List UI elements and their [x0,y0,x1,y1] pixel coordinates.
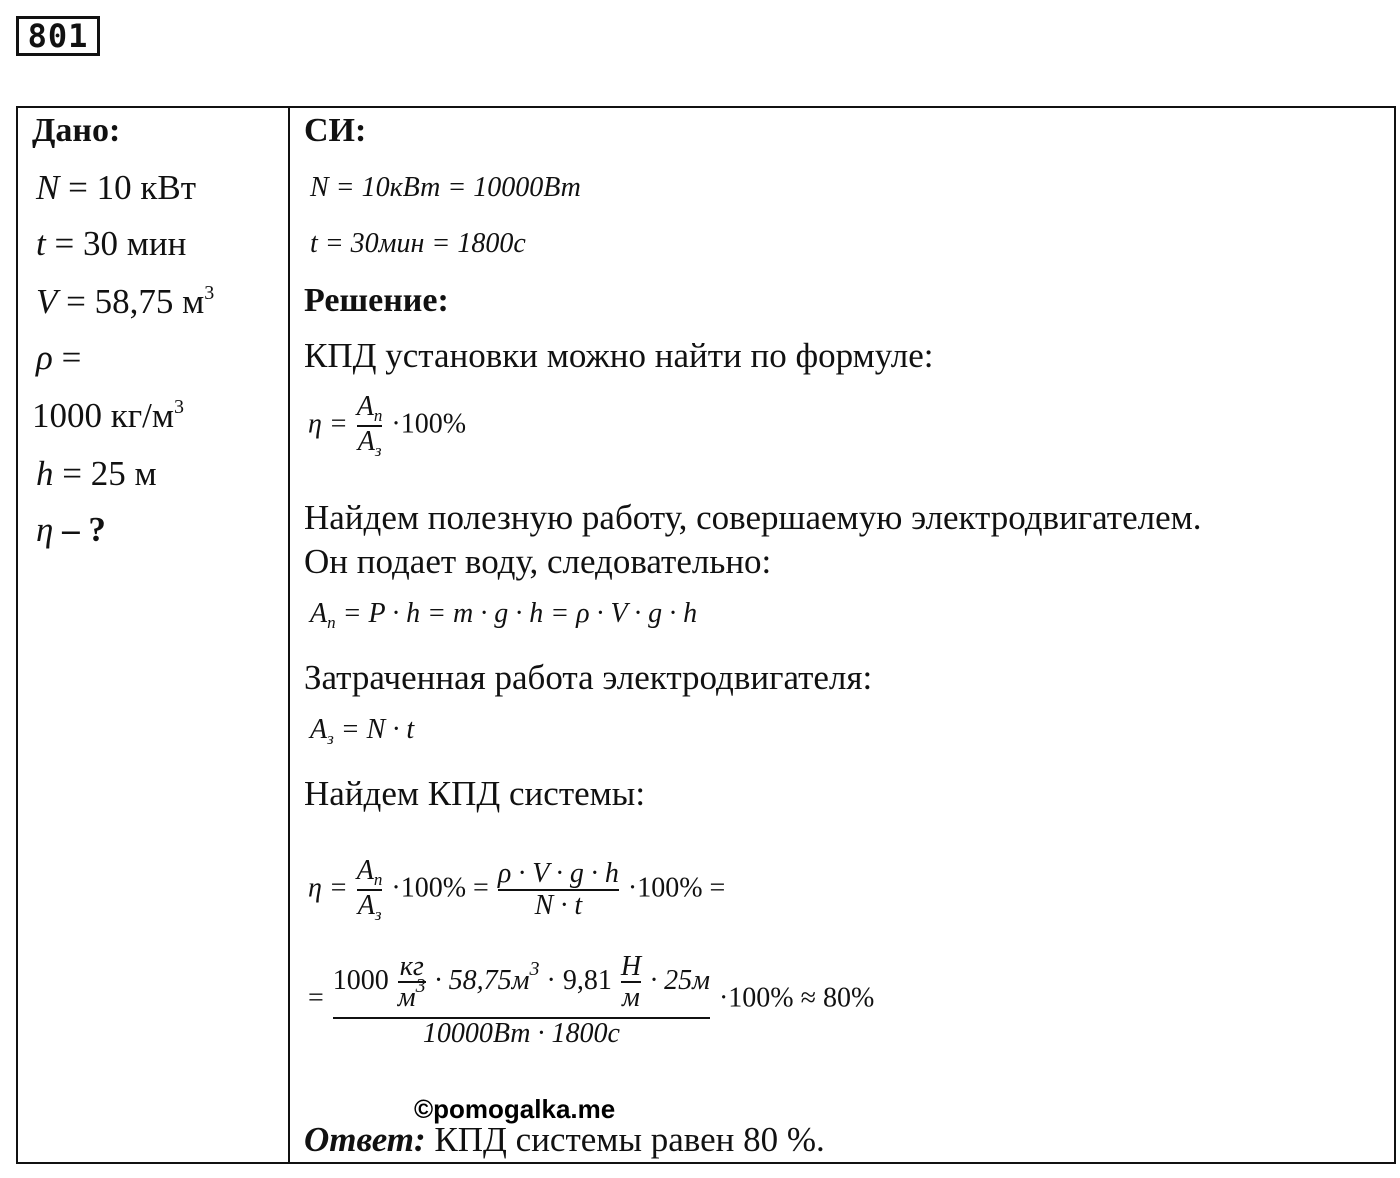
answer-label: Ответ: [304,1120,426,1159]
unit-den-sup: 3 [415,975,426,998]
given-sup: 3 [173,396,184,418]
given-value: – ? [53,510,106,549]
frac-num: A [356,391,374,422]
watermark: ©pomogalka.me [414,1094,616,1124]
given-value: = 10 кВт [59,168,196,207]
unit-num: Н [620,951,642,982]
formula-tail: ·100% [391,408,467,440]
solution-paragraph-3: Он подает воду, следовательно: [304,542,772,581]
unit-n-per-m [621,952,641,1013]
formula-numeric [308,952,874,1048]
frac-den: N · t [498,889,619,920]
given-line [36,510,106,550]
frac-den: A [357,425,375,457]
unit-num: кг [399,951,424,982]
fraction-work [357,856,383,924]
fraction-work [357,392,383,460]
column-divider [288,106,290,1164]
si-heading: СИ: [304,112,367,149]
formula-efficiency [308,392,466,460]
given-symbol: η [36,510,54,549]
formula-spent-work [310,714,414,749]
formula-tail: ·100% ≈ 80% [718,982,875,1014]
given-value: = [52,338,82,377]
formula-efficiency-expanded [308,856,725,924]
formula-eq: = [308,982,324,1014]
formula-tail: ·100% = [627,872,726,904]
given-line [36,224,186,264]
given-line [32,396,184,436]
given-symbol: h [36,454,54,493]
formula-symbol-sub: п [327,613,336,632]
solution-heading: Решение: [304,282,449,319]
fraction-physical [498,859,619,920]
solution-paragraph-5: Найдем КПД системы: [304,774,646,813]
given-value: = 30 мин [45,224,187,263]
given-line [36,454,157,494]
solution-paragraph-1: КПД установки можно найти по формуле: [304,336,934,375]
given-sup: 3 [204,282,215,304]
fraction-numeric [333,952,710,1048]
answer [304,1120,825,1160]
formula-symbol: A [310,714,328,745]
frac-num: ρ · V · g · h [497,858,619,890]
value-g: · 9,81 [546,964,612,996]
given-line [36,168,196,208]
formula-symbol: A [310,598,328,629]
given-symbol: t [36,224,46,263]
frac-num: A [356,855,374,886]
given-symbol: V [36,282,58,321]
unit-kg-per-m3 [398,952,426,1013]
given-symbol: ρ [36,338,53,377]
unit-den: м [622,982,640,1014]
given-heading: Дано: [32,112,121,149]
frac-den-sub: з [374,904,382,924]
answer-text: КПД системы равен 80 %. [425,1120,825,1159]
given-value: = 58,75 м [57,282,205,321]
solution-paragraph-2: Найдем полезную работу, совершаемую электродвигателем. [304,498,1202,537]
formula-rest: = P · h = m · g · h = ρ · V · g · h [335,598,698,629]
given-symbol: N [36,168,60,207]
frac-den-sub: з [374,440,382,460]
frac-den: A [357,889,375,921]
formula-useful-work [310,598,697,633]
value-height: · 25м [650,964,710,996]
solution-paragraph-4: Затраченная работа электродвигателя: [304,658,873,697]
frac-den: 10000Вт · 1800с [333,1017,710,1048]
unit-den: м [397,982,416,1014]
problem-number: 801 [16,16,100,56]
value-density: 1000 [332,964,389,996]
value-volume-sup: 3 [529,957,540,980]
formula-lhs: η = [308,408,348,440]
si-line-power: N = 10кВт = 10000Вт [310,172,581,203]
formula-lhs: η = [308,872,348,904]
given-value: 1000 кг/м [32,396,174,435]
formula-rest: = N · t [333,714,415,745]
value-volume: · 58,75м [434,964,530,996]
given-value: = 25 м [53,454,157,493]
given-line [36,338,81,378]
given-line [36,282,214,322]
frac-num-sub: п [373,406,383,425]
formula-symbol-sub: з [327,729,334,748]
frac-num-sub: п [373,870,383,889]
si-line-time: t = 30мин = 1800с [310,228,526,259]
formula-mid: ·100% = [391,872,489,904]
